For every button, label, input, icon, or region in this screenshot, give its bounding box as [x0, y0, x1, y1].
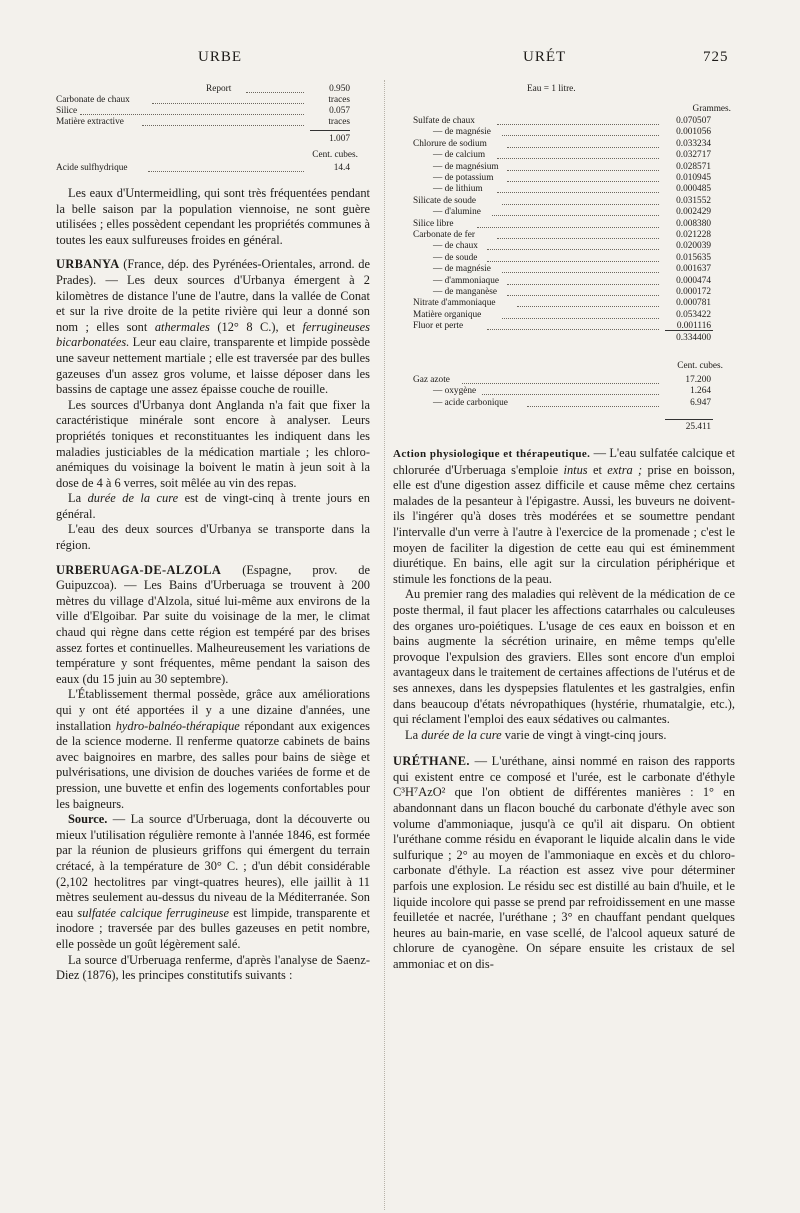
table-row — [393, 276, 735, 287]
left-column — [56, 84, 370, 984]
table-row — [393, 386, 735, 397]
text: La — [405, 727, 419, 742]
leader-dots — [507, 295, 659, 296]
row-label: — oxygène — [433, 386, 477, 397]
row-label: Silicate de soude — [413, 195, 476, 206]
row-label: Report — [206, 84, 232, 94]
table-row — [393, 196, 735, 207]
leader-dots — [502, 204, 659, 205]
text: est limpide, transparente et inodore ; traversée par des bulles gazeuses en petit nombre, elle possède un goût légèrement salé. — [56, 905, 370, 951]
leader-dots — [462, 383, 659, 384]
text: répondant aux exigences de la science moderne. Il renferme quatorze cabinets de bains avec baignoires en marbre, des salles pour bains de siège et pulvérisations, une division de douches variées de forme et de pression, une buvette et enfin des logements confortables pour les baigneurs. — [56, 718, 370, 811]
table-row — [393, 116, 735, 127]
subheading: Source. — [68, 812, 108, 827]
row-value: 0.001637 — [676, 264, 711, 275]
leader-dots — [487, 249, 659, 250]
row-value: 0.070507 — [676, 116, 711, 126]
leader-dots — [507, 170, 659, 171]
row-value: 0.031552 — [676, 195, 711, 206]
table-row — [393, 241, 735, 252]
row-label: Carbonate de chaux — [56, 95, 130, 105]
table-row — [393, 184, 735, 195]
row-value: 0.053422 — [676, 309, 711, 320]
row-label: — de chaux — [433, 241, 478, 252]
row-value: 0.015635 — [676, 252, 711, 263]
leader-dots — [80, 114, 304, 115]
leader-dots — [487, 329, 659, 330]
leader-dots — [497, 192, 659, 193]
text: La — [68, 491, 82, 506]
paragraph: Les sources d'Urbanya dont Anglanda n'a fait que fixer la caractéristique minérale sont encore à analyser. Leurs propriétés toniques et reconstituantes les indiquent dans les maladies justiciables de la médication martiale ; les chloro-anémiques du voisinage la boivent le matin à jeun soit à la dose de 4 à 6 verres, soit mêlée au vin des repas. — [56, 397, 370, 490]
row-label: — de magnésium — [433, 161, 499, 172]
table-unit-row — [393, 361, 735, 372]
leader-dots — [502, 272, 659, 273]
table-total — [56, 134, 370, 145]
leader-dots — [487, 261, 659, 262]
row-label: Matière extractive — [56, 117, 124, 127]
table-row — [393, 150, 735, 161]
row-value: 1.264 — [690, 386, 711, 397]
right-analysis-table — [393, 84, 735, 446]
leader-dots — [152, 103, 304, 104]
row-label: — de manganèse — [433, 287, 498, 297]
row-label: Gaz azote — [413, 375, 450, 385]
row-label: Fluor et perte — [413, 321, 464, 332]
text: L'Établissement thermal possède, grâce aux améliorations qui y ont été apportées il y a une dizaine d'années, une installation — [56, 687, 370, 733]
italic-text: sulfatée calcique ferrugineuse — [77, 905, 229, 920]
row-label: Silice — [56, 106, 78, 116]
table-row — [393, 298, 735, 309]
right-column — [393, 84, 735, 973]
leader-dots — [507, 181, 659, 182]
table-row — [393, 127, 735, 138]
row-value: traces — [328, 117, 350, 127]
row-value: 0.000485 — [676, 184, 711, 195]
table-row — [56, 95, 370, 106]
row-value: 0.010945 — [676, 173, 711, 183]
italic-text: extra ; — [607, 462, 643, 477]
paragraph — [56, 491, 370, 522]
text: varie de vingt à vingt-cinq jours. — [504, 727, 667, 742]
table-caption-row — [393, 84, 735, 95]
italic-text: durée de la cure — [421, 727, 502, 742]
row-label: — d'alumine — [433, 207, 481, 218]
text: (Espagne, prov. de Guipuzcoa). — Les Bains d'Urberuaga se trouvent à 200 mètres du village d'Alzola, situé lui-même aux environs de la ville d'Elgoibar. Par suite du voisinage de la mer, le climat chaud qui règne dans cette région est tempéré par des brises assez fortes et continuelles. Malheureusement les variations de température y sont fréquentes, même pendant la saison des eaux (du 15 juin au 30 septembre). — [56, 562, 370, 686]
sum-rule — [310, 130, 350, 131]
row-value: 0.028571 — [676, 161, 711, 172]
table-total — [393, 333, 735, 344]
leader-dots — [142, 125, 304, 126]
table-row — [393, 173, 735, 184]
table-row — [56, 106, 370, 117]
row-label: Acide sulfhydrique — [56, 163, 128, 173]
entry-urethane — [393, 754, 735, 972]
unit-heading: Cent. cubes. — [677, 361, 723, 371]
leader-dots — [502, 135, 659, 136]
paragraph — [393, 728, 735, 744]
row-label: Carbonate de fer — [413, 230, 475, 240]
row-value: 0.001116 — [676, 321, 711, 332]
row-value: 0.008380 — [676, 218, 711, 229]
total-value: 0.334400 — [676, 333, 711, 343]
sum-rule — [665, 419, 713, 420]
total-value: 25.411 — [685, 422, 711, 432]
column-divider — [384, 80, 385, 1210]
leader-dots — [482, 394, 659, 395]
table-row — [393, 398, 735, 409]
text: (12° 8 C.), et — [217, 319, 296, 334]
leader-dots — [527, 406, 659, 407]
leader-dots — [477, 227, 659, 228]
row-label: Sulfate de chaux — [413, 116, 475, 126]
row-value: 17.200 — [685, 375, 711, 385]
paragraph: La source d'Urberuaga renferme, d'après l'analyse de Saenz-Diez (1876), les principes constitutifs suivants : — [56, 952, 370, 983]
table-row — [56, 84, 370, 95]
table-row — [56, 117, 370, 128]
leader-dots — [497, 238, 659, 239]
paragraph — [56, 687, 370, 812]
paragraph: L'eau des deux sources d'Urbanya se transporte dans la région. — [56, 522, 370, 553]
table-row — [393, 253, 735, 264]
leader-dots — [492, 215, 659, 216]
table-row — [393, 264, 735, 275]
unit-heading: Grammes. — [692, 104, 731, 114]
row-label: — de magnésie — [433, 264, 491, 275]
entry-action — [393, 446, 735, 587]
text: — L'uréthane, ainsi nommé en raison des rapports qui existent entre ce composé et l'urée, est le carbonate d'éthyle C³H⁷AzO² que l'on obtient de différentes manières : 1° en abandonnant dans un flacon bouché du carbonate d'éthyle avec son volume d'ammoniaque, jusqu'à ce qu'il ait disparu. On obtient l'uréthane comme résidu en évaporant le liquide alcalin dans le vide sulfurique ; 2° au moyen de l'ammoniaque en excès et du chloro-carbonate d'éthyle. La réaction est assez vive pour déterminer parfois une explosion. Le résidu sec est distillé au bain d'huile, et le liquide incolore qui passe se prend par refroidissement en une masse feuilletée et nacrée, l'uréthane ; 3° en chauffant pendant quelques heures au bain-marie, en vase scellé, de l'alcool aqueux saturé de chlorure de cyanogène. On sépare ensuite les cristaux de sel ammoniac et on dis- — [393, 754, 735, 971]
table-unit-row — [393, 104, 735, 115]
row-label: — d'ammoniaque — [433, 275, 499, 286]
row-label: Matière organique — [413, 309, 482, 320]
row-value: 0.021228 — [676, 230, 711, 240]
leader-dots — [246, 92, 304, 93]
leader-dots — [497, 158, 659, 159]
leader-dots — [148, 171, 304, 172]
entry-urbanya — [56, 257, 370, 397]
units-label: Cent. cubes. — [312, 150, 358, 160]
row-label: — de potassium — [433, 173, 494, 183]
table-total — [393, 422, 735, 433]
italic-text: hydro-balnéo-thérapique — [115, 718, 240, 733]
row-value: 0.000474 — [676, 275, 711, 286]
running-head-center: URÉT — [523, 49, 567, 65]
row-label: — de calcium — [433, 150, 486, 161]
italic-text: ferrugineuses bicarbonatées. — [56, 319, 370, 350]
entry-heading: URBANYA — [56, 257, 120, 272]
row-value: 6.947 — [690, 397, 711, 408]
table-caption: Eau = 1 litre. — [527, 84, 576, 94]
leader-dots — [507, 147, 659, 148]
row-label: Chlorure de sodium — [413, 138, 487, 149]
row-value: 0.033234 — [676, 138, 711, 149]
row-value: 14.4 — [333, 163, 350, 173]
leader-dots — [502, 318, 659, 319]
leader-dots — [507, 284, 659, 285]
text: — L'eau sulfatée calcique et chlorurée d'Urberuaga s'emploie — [393, 446, 735, 477]
text: (France, dép. des Pyrénées-Orientales, arrond. de Prades). — Les deux sources d'Urbanya émergent à 2 kilomètres de distance l'une de l'autre, dans la vallée de Conat et sur la rive droite de la petite rivière qui leur a donné son nom ; elles sont — [56, 257, 370, 334]
table-row — [393, 207, 735, 218]
entry-heading: URÉTHANE. — [393, 754, 470, 769]
total-value: 1.007 — [329, 134, 350, 144]
row-label: Silice libre — [413, 218, 454, 229]
row-value: 0.001056 — [676, 127, 711, 138]
row-label: — de lithium — [433, 184, 483, 195]
leader-dots — [497, 124, 659, 125]
row-value: 0.032717 — [676, 150, 711, 161]
table-row — [393, 375, 735, 386]
table-units — [56, 150, 370, 161]
table-row — [56, 163, 370, 174]
table-row — [393, 287, 735, 298]
row-value: 0.000172 — [676, 287, 711, 297]
row-value: 0.002429 — [676, 207, 711, 218]
text: est de vingt-cinq à trente jours en général. — [56, 491, 370, 521]
row-value: 0.057 — [329, 106, 350, 116]
left-analysis-table — [56, 84, 370, 180]
table-row — [393, 219, 735, 230]
row-label: — de soude — [433, 252, 478, 263]
text: Leur eau claire, transparente et limpide possède une saveur nettement martiale ; elle est traversée par des bulles gazeuses d'un assez gros volume, et laisse déposer dans les bassins de captage une assez épaisse couche de rouille. — [56, 335, 370, 397]
paragraph: Les eaux d'Untermeidling, qui sont très fréquentées pendant la belle saison par la population viennoise, ne sont guère utilisées ; elles possèdent cependant les propriétés communes à toutes les eaux sulfureuses froides en général. — [56, 186, 370, 247]
row-value: 0.020039 — [676, 241, 711, 252]
text: prise en boisson, elle est d'une digestion assez difficile et cause même chez certains malades de la pesanteur à l'épigastre. Aussi, les buveurs ne doivent-ils l'ingérer qu'à doses très modérées et se soumettre pendant l'intervalle d'un verre à l'autre à l'exercice de la promenade ; c'est le moyen de faciliter la digestion de cette eau qui est éminemment diurétique. En bains, elle agit sur la circulation périphérique et stimule les fonctions de la peau. — [393, 462, 735, 586]
page-number: 725 — [703, 49, 729, 65]
entry-heading: Action physiologique et thérapeutique. — [393, 448, 591, 460]
row-value: 0.000781 — [676, 298, 711, 309]
italic-text: intus — [563, 462, 588, 477]
row-value: traces — [328, 95, 350, 105]
row-label: — acide carbonique — [433, 397, 508, 408]
paragraph: Au premier rang des maladies qui relèvent de la médication de ce poste thermal, il faut placer les affections catarrhales ou calculeuses des organes uro-poiétiques. L'usage de ces eaux en boisson et en bains augmente la sécrétion urinaire, en même temps qu'elle provoque l'expulsion des graviers. Elles sont encore d'un emploi avantageux dans le traitement de certaines affections de l'utérus et de ses annexes, dans les dyspepsies flatulentes et les gastralgies, enfin dans beaucoup d'états névropathiques (hystérie, rhumatalgie, etc.), qui réclament l'emploi des eaux sédatives ou calmantes. — [393, 587, 735, 727]
italic-text: athermales — [154, 319, 210, 334]
italic-text: durée de la cure — [87, 491, 179, 506]
running-head-left: URBE — [198, 49, 243, 65]
entry-urberuaga — [56, 563, 370, 688]
table-row — [393, 139, 735, 150]
text: et — [592, 462, 602, 477]
leader-dots — [517, 306, 659, 307]
paragraph — [56, 812, 370, 952]
entry-heading: URBERUAGA-DE-ALZOLA — [56, 562, 222, 577]
row-value: 0.950 — [329, 84, 350, 94]
row-label: Nitrate d'ammoniaque — [413, 298, 496, 309]
sum-rule — [665, 330, 713, 331]
table-row — [393, 310, 735, 321]
row-label: — de magnésie — [433, 127, 491, 138]
table-row — [393, 162, 735, 173]
text: — La source d'Urberuaga, dont la découverte ou mieux l'utilisation régulière remonte à l'année 1846, est formée par la réunion de plusieurs griffons qui émergent du terrain crétacé, à la température de 30° C. ; d'un débit considérable (2,102 hectolitres par vingt-quatres heures), elle jaillit à 11 mètres seulement au-dessus du niveau de la Méditerranée. Son eau — [56, 812, 370, 920]
table-row — [393, 230, 735, 241]
